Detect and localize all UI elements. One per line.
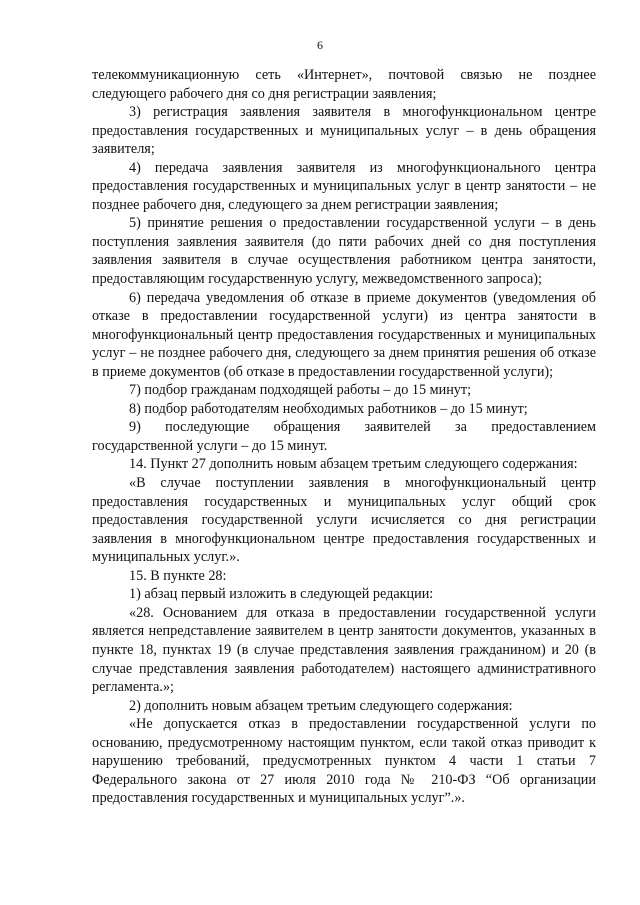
paragraph-point-15-sub-2: 2) дополнить новым абзацем третьим следующего содержания:	[129, 697, 513, 714]
paragraph-point-15-sub-2-quote: «Не допускается отказ в предоставлении государственной услуги по основанию, предусмотренному настоящим пунктом, если такой отказ приводит к нарушению требований, предусмотренных пунктом 4 части 1 статьи 7 Федерального закона от 27 июля 2010 года № 210-ФЗ “Об организации предоставления государственных и муниципальных услуг”.».	[92, 716, 596, 807]
paragraph-item-6: 6) передача уведомления об отказе в приеме документов (уведомления об отказе в предоставлении государственной услуги) из центра занятости в многофункциональный центр предоставления государственных и муниципальных услуг – не позднее рабочего дня, следующего за днем принятия решения об отказе в приеме документов (об отказе в предоставлении государственной услуги);	[92, 289, 596, 380]
paragraph-point-15-sub-1-quote: «28. Основанием для отказа в предоставлении государственной услуги является непредставление заявителем в центр занятости документов, указанных в пункте 18, пунктах 19 (в случае представления заявления гражданином) и 20 (в случае представления заявления работодателем) настоящего административного регламента.»;	[92, 604, 596, 696]
paragraph-item-3: 3) регистрация заявления заявителя в многофункциональном центре предоставления государственных и муниципальных услуг – в день обращения заявителя;	[92, 104, 596, 158]
paragraph-item-5: 5) принятие решения о предоставлении государственной услуги – в день поступления заявления заявителя (до пяти рабочих дней со дня поступления заявления заявителя в случае осуществления работником центра занятости, предоставляющим государственную услугу, межведомственного запроса);	[92, 215, 596, 288]
paragraph-point-15: 15. В пункте 28:	[129, 567, 227, 584]
paragraph-point-14-quote: «В случае поступлении заявления в многофункциональный центр предоставления государственных и муниципальных услуг общий срок предоставления государственной услуги исчисляется со дня регистрации заявления в многофункциональном центре предоставления государственных и муниципальных услуг.».	[92, 475, 596, 566]
page-number: 6	[317, 38, 323, 52]
paragraph-point-14: 14. Пункт 27 дополнить новым абзацем третьим следующего содержания:	[129, 456, 578, 473]
paragraph-item-8: 8) подбор работодателям необходимых работников – до 15 минут;	[129, 400, 528, 417]
paragraph-item-9: 9) последующие обращения заявителей за предоставлением государственной услуги – до 15 минут.	[92, 419, 596, 454]
document-body	[92, 66, 596, 808]
paragraph-point-15-sub-1: 1) абзац первый изложить в следующей редакции:	[129, 586, 434, 603]
paragraph-continuation: телекоммуникационную сеть «Интернет», почтовой связью не позднее следующего рабочего дня со дня регистрации заявления;	[92, 67, 596, 102]
paragraph-item-7: 7) подбор гражданам подходящей работы – до 15 минут;	[129, 382, 472, 399]
paragraph-item-4: 4) передача заявления заявителя из многофункционального центра предоставления государственных и муниципальных услуг в центр занятости – не позднее рабочего дня, следующего за днем регистрации заявления;	[92, 159, 596, 213]
